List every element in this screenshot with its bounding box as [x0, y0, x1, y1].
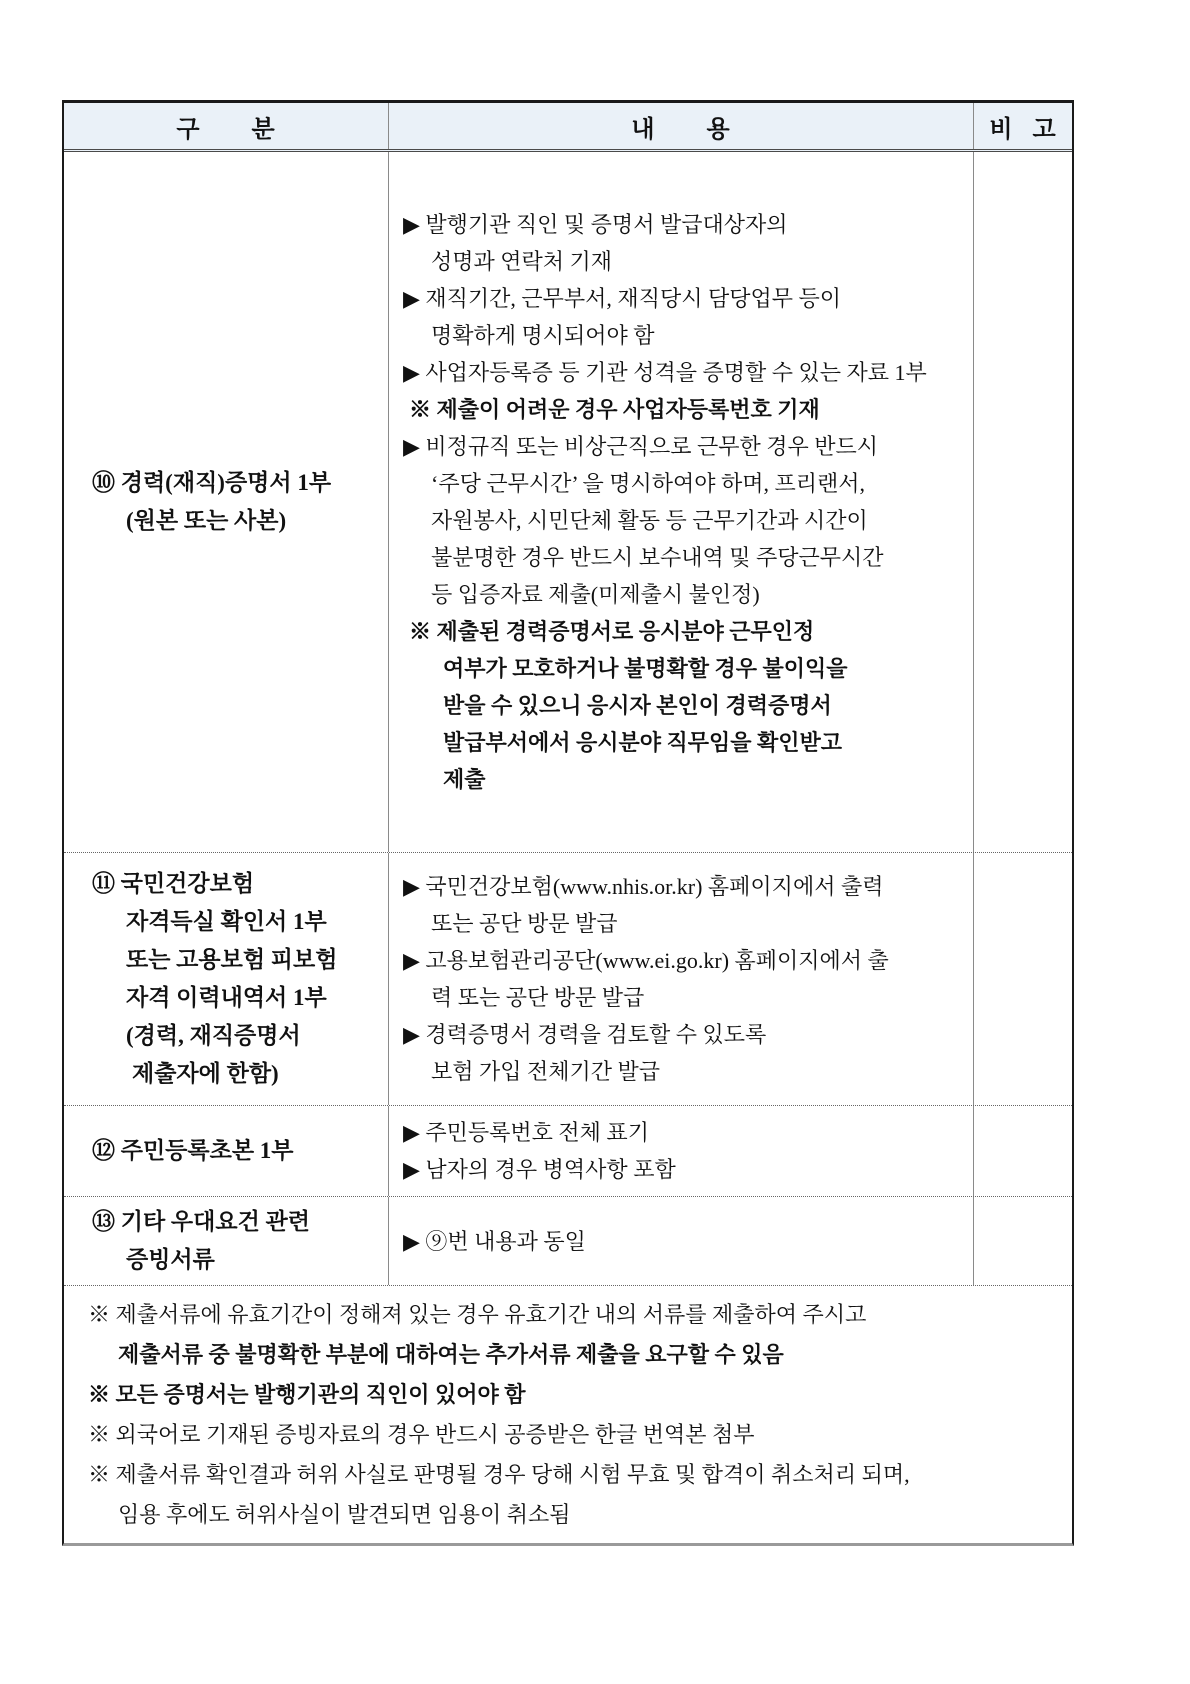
remark-cell — [974, 853, 1072, 1105]
content-line: ▶ 사업자등록증 등 기관 성격을 증명할 수 있는 자료 1부 — [403, 360, 927, 385]
row-label-cell — [64, 1106, 389, 1196]
label-line: 증빙서류 — [126, 1247, 215, 1272]
content-line: 또는 공단 방문 발급 — [431, 911, 618, 936]
content-line: ▶ 주민등록번호 전체 표기 — [403, 1120, 649, 1145]
label-line: 제출자에 한함) — [132, 1061, 279, 1086]
content-line: ▶ 국민건강보험(www.nhis.or.kr) 홈페이지에서 출력 — [403, 874, 884, 899]
label-line: ⑩ 경력(재직)증명서 1부 — [92, 470, 332, 495]
content-line: ※ 제출이 어려운 경우 사업자등록번호 기재 — [409, 397, 820, 422]
content-line: 받을 수 있으니 응시자 본인이 경력증명서 — [443, 693, 832, 718]
table-row — [64, 152, 1072, 852]
label-line: 자격 이력내역서 1부 — [126, 985, 327, 1010]
content-line: 명확하게 명시되어야 함 — [431, 323, 655, 348]
footnote-line: ※ 제출서류에 유효기간이 정해져 있는 경우 유효기간 내의 서류를 제출하여 주시고 — [88, 1301, 867, 1327]
content-line: ▶ 재직기간, 근무부서, 재직당시 담당업무 등이 — [403, 286, 841, 311]
table-footnotes — [64, 1285, 1072, 1543]
row-label-cell — [64, 853, 389, 1105]
label-line: (원본 또는 사본) — [126, 508, 287, 533]
table-body — [64, 152, 1072, 1285]
content-line: ▶ 비정규직 또는 비상근직으로 근무한 경우 반드시 — [403, 434, 878, 459]
content-line: 보험 가입 전체기간 발급 — [431, 1059, 661, 1084]
footnote-line: ※ 모든 증명서는 발행기관의 직인이 있어야 함 — [88, 1381, 526, 1407]
content-line: 불분명한 경우 반드시 보수내역 및 주당근무시간 — [431, 545, 884, 570]
content-line: 제출 — [443, 767, 486, 792]
row-label-cell — [64, 152, 389, 852]
label-line: ⑫ 주민등록초본 1부 — [92, 1138, 294, 1163]
header-cell-gubun: 구 분 — [64, 103, 389, 149]
documents-required-table — [62, 100, 1074, 1546]
content-line: ▶ 발행기관 직인 및 증명서 발급대상자의 — [403, 212, 788, 237]
content-line: 등 입증자료 제출(미제출시 불인정) — [431, 582, 760, 607]
content-line: ▶ ⑨번 내용과 동일 — [403, 1228, 586, 1254]
footnote-line: 제출서류 중 불명확한 부분에 대하여는 추가서류 제출을 요구할 수 있음 — [118, 1341, 784, 1367]
content-line: 발급부서에서 응시분야 직무임을 확인받고 — [443, 730, 843, 755]
label-line: 자격득실 확인서 1부 — [126, 909, 327, 934]
footnote-line: 임용 후에도 허위사실이 발견되면 임용이 취소됨 — [118, 1501, 571, 1527]
header-cell-bigo: 비 고 — [989, 116, 1057, 143]
row-content-cell — [389, 1106, 974, 1196]
remark-cell — [974, 1106, 1072, 1196]
label-line: 또는 고용보험 피보험 — [126, 947, 338, 972]
content-line: ※ 제출된 경력증명서로 응시분야 근무인정 — [409, 619, 815, 644]
label-line: (경력, 재직증명서 — [126, 1023, 301, 1048]
row-label-cell — [64, 1197, 389, 1285]
row-content-cell — [389, 152, 974, 852]
footnote-line: ※ 외국어로 기재된 증빙자료의 경우 반드시 공증받은 한글 번역본 첨부 — [88, 1421, 755, 1447]
content-line: ▶ 경력증명서 경력을 검토할 수 있도록 — [403, 1022, 767, 1047]
table-row — [64, 1196, 1072, 1285]
content-line: ▶ 고용보험관리공단(www.ei.go.kr) 홈페이지에서 출 — [403, 948, 889, 973]
remark-cell — [974, 1197, 1072, 1285]
row-content-cell — [389, 1197, 974, 1285]
content-line: 여부가 모호하거나 불명확할 경우 불이익을 — [443, 656, 848, 681]
row-content-cell — [389, 853, 974, 1105]
label-line: ⑪ 국민건강보험 — [92, 871, 255, 896]
table-row — [64, 852, 1072, 1105]
content-line: 성명과 연락처 기재 — [431, 249, 613, 274]
table-header-row — [64, 103, 1072, 152]
footnote-line: ※ 제출서류 확인결과 허위 사실로 판명될 경우 당해 시험 무효 및 합격이 취소처리 되며, — [88, 1461, 910, 1487]
content-line: 력 또는 공단 방문 발급 — [431, 985, 645, 1010]
label-line: ⑬ 기타 우대요건 관련 — [92, 1209, 310, 1234]
header-cell-naeyong: 내 용 — [389, 103, 974, 149]
table-row — [64, 1105, 1072, 1196]
remark-cell — [974, 152, 1072, 852]
content-line: ▶ 남자의 경우 병역사항 포함 — [403, 1157, 676, 1182]
content-line: ‘주당 근무시간’ 을 명시하여야 하며, 프리랜서, — [431, 471, 866, 496]
content-line: 자원봉사, 시민단체 활동 등 근무기간과 시간이 — [431, 508, 868, 533]
